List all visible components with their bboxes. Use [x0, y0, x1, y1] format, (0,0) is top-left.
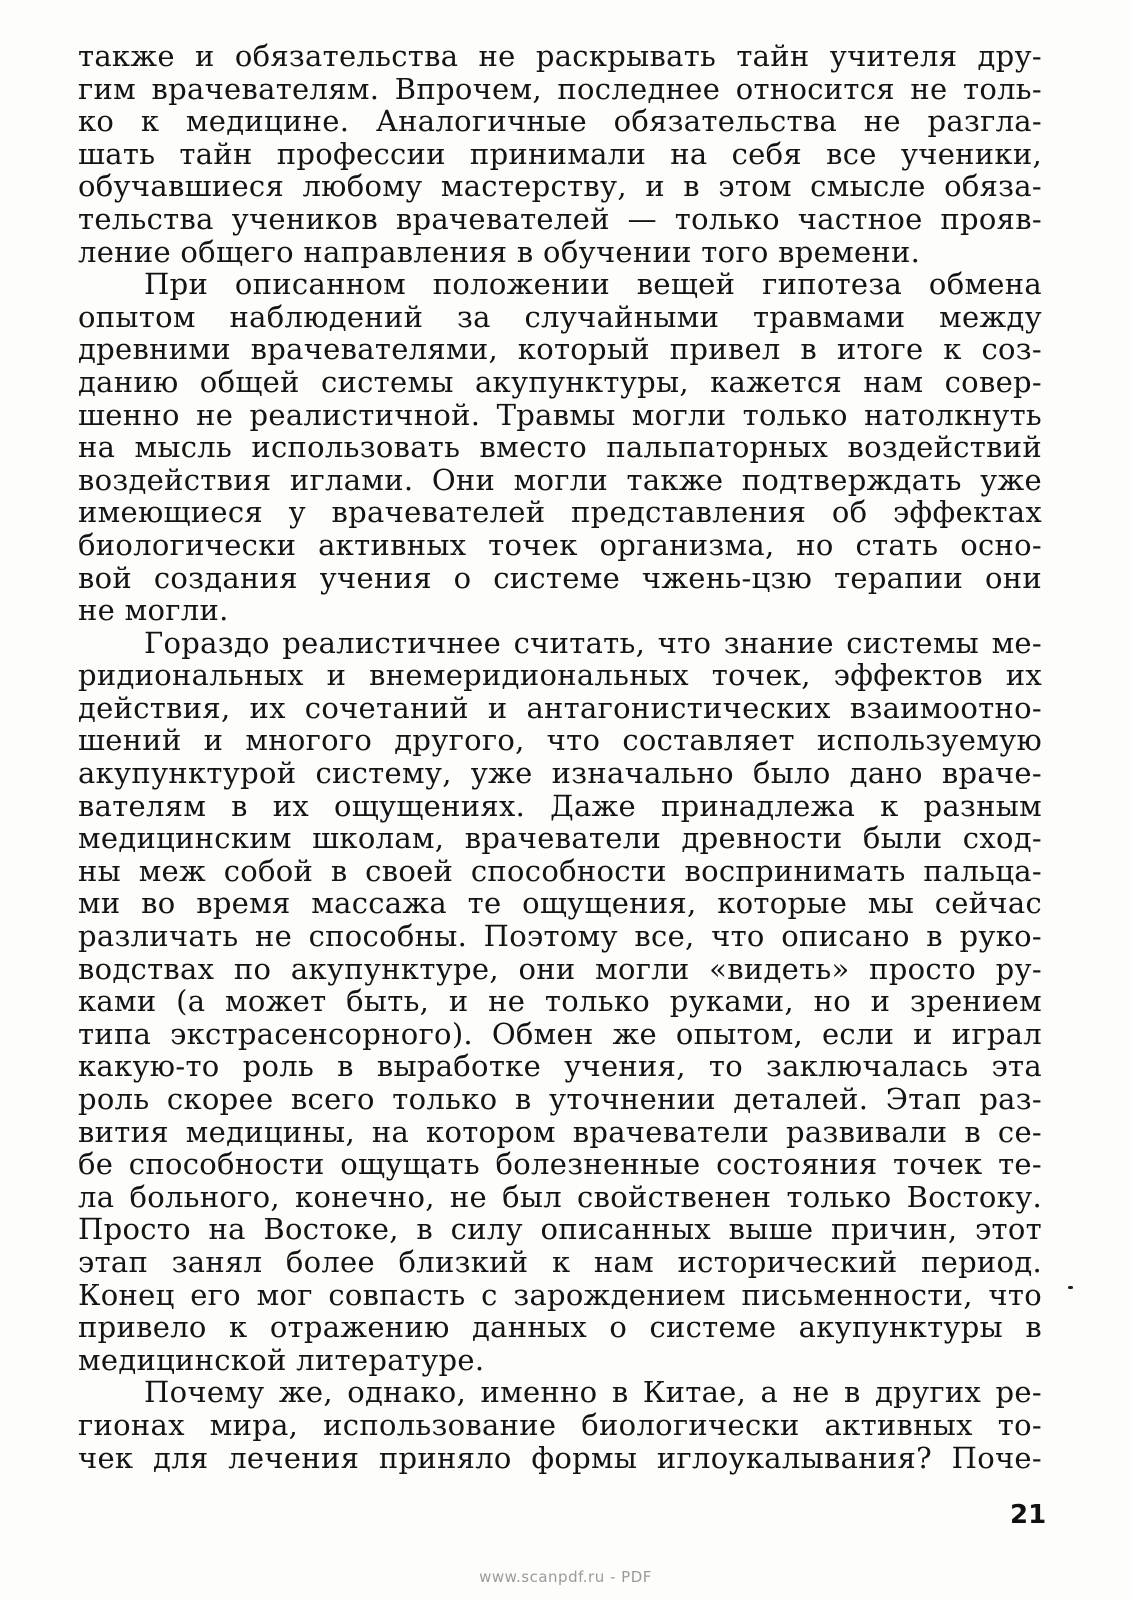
text-line: привело к отражению данных о системе акупунктуры в [78, 1310, 1042, 1345]
text-line: гим врачевателям. Впрочем, последнее относится не толь- [78, 71, 1042, 106]
watermark-text: www.scanpdf.ru - PDF [479, 1568, 652, 1586]
text-line: ми во время массажа те ощущения, которые мы сейчас [78, 886, 1042, 921]
text-line: обучавшиеся любому мастерству, и в этом смысле обяза- [78, 169, 1042, 204]
text-line: тельства учеников врачевателей — только частное прояв- [78, 201, 1042, 236]
body-text [78, 40, 1042, 1474]
text-line: вой создания учения о системе чжень-цзю терапии они [78, 560, 1042, 595]
text-line: ридиональных и внемеридиональных точек, эффектов их [78, 658, 1042, 693]
text-line: Просто на Востоке, в силу описанных выше причин, этот [78, 1212, 1042, 1247]
margin-speck [1068, 1286, 1073, 1289]
text-line: ками (а может быть, и не только руками, но и зрением [78, 984, 1042, 1019]
text-line: медицинским школам, врачеватели древности были сход- [78, 821, 1042, 856]
text-line: действия, их сочетаний и антагонистических взаимоотно- [78, 690, 1042, 725]
page-number: 21 [1010, 1500, 1047, 1530]
text-line: Гораздо реалистичнее считать, что знание системы ме- [144, 625, 1042, 660]
text-line: шений и многого другого, что составляет используемую [78, 723, 1042, 758]
paragraph-4 [78, 1376, 1042, 1474]
text-line: чек для лечения приняло формы иглоукалывания? Поче- [78, 1440, 1042, 1475]
text-line: воздействия иглами. Они могли также подтверждать уже [78, 462, 1042, 497]
text-line: гионах мира, использование биологически активных то- [78, 1407, 1042, 1442]
text-line: вития медицины, на котором врачеватели развивали в се- [78, 1114, 1042, 1149]
text-line: Конец его мог совпасть с зарождением письменности, что [78, 1277, 1042, 1312]
text-line: биологически активных точек организма, но стать осно- [78, 527, 1042, 562]
text-line: опытом наблюдений за случайными травмами между [78, 299, 1042, 334]
text-line: древними врачевателями, который привел в итоге к соз- [78, 332, 1042, 367]
text-line: роль скорее всего только в уточнении деталей. Этап раз- [78, 1082, 1042, 1116]
text-line: также и обязательства не раскрывать тайн учителя дру- [78, 39, 1042, 73]
text-line: данию общей системы акупунктуры, кажется нам совер- [78, 364, 1042, 399]
paragraph-1 [78, 40, 1042, 268]
text-line: этап занял более близкий к нам исторический период. [78, 1244, 1042, 1279]
text-line: водствах по акупунктуре, они могли «видеть» просто ру- [78, 951, 1042, 986]
text-line: различать не способны. Поэтому все, что описано в руко- [78, 919, 1042, 954]
text-line: вателям в их ощущениях. Даже принадлежа к разным [78, 788, 1042, 823]
text-line: акупунктурой систему, уже изначально было дано враче- [78, 756, 1042, 791]
text-line: имеющиеся у врачевателей представления об эффектах [78, 495, 1042, 530]
text-line: шенно не реалистичной. Травмы могли только натолкнуть [78, 397, 1042, 432]
text-line: ко к медицине. Аналогичные обязательства не разгла- [78, 104, 1042, 139]
text-line: ла больного, конечно, не был свойственен только Востоку. [78, 1179, 1042, 1214]
paragraph-2 [78, 268, 1042, 627]
text-line: шать тайн профессии принимали на себя все ученики, [78, 136, 1042, 171]
text-line: бе способности ощущать болезненные состояния точек те- [78, 1147, 1042, 1182]
text-line: ны меж собой в своей способности воспринимать пальца- [78, 853, 1042, 888]
text-line: не могли. [78, 593, 229, 628]
text-line: медицинской литературе. [78, 1342, 485, 1377]
text-line: ление общего направления в обучении того времени. [78, 234, 921, 269]
text-line: Почему же, однако, именно в Китае, а не в других ре- [144, 1375, 1042, 1410]
text-line: типа экстрасенсорного). Обмен же опытом, если и играл [78, 1016, 1042, 1051]
text-line: на мысль использовать вместо пальпаторных воздействий [78, 430, 1042, 465]
text-line: какую-то роль в выработке учения, то заключалась эта [78, 1049, 1042, 1084]
text-line: При описанном положении вещей гипотеза обмена [144, 267, 1042, 302]
paragraph-3 [78, 627, 1042, 1377]
